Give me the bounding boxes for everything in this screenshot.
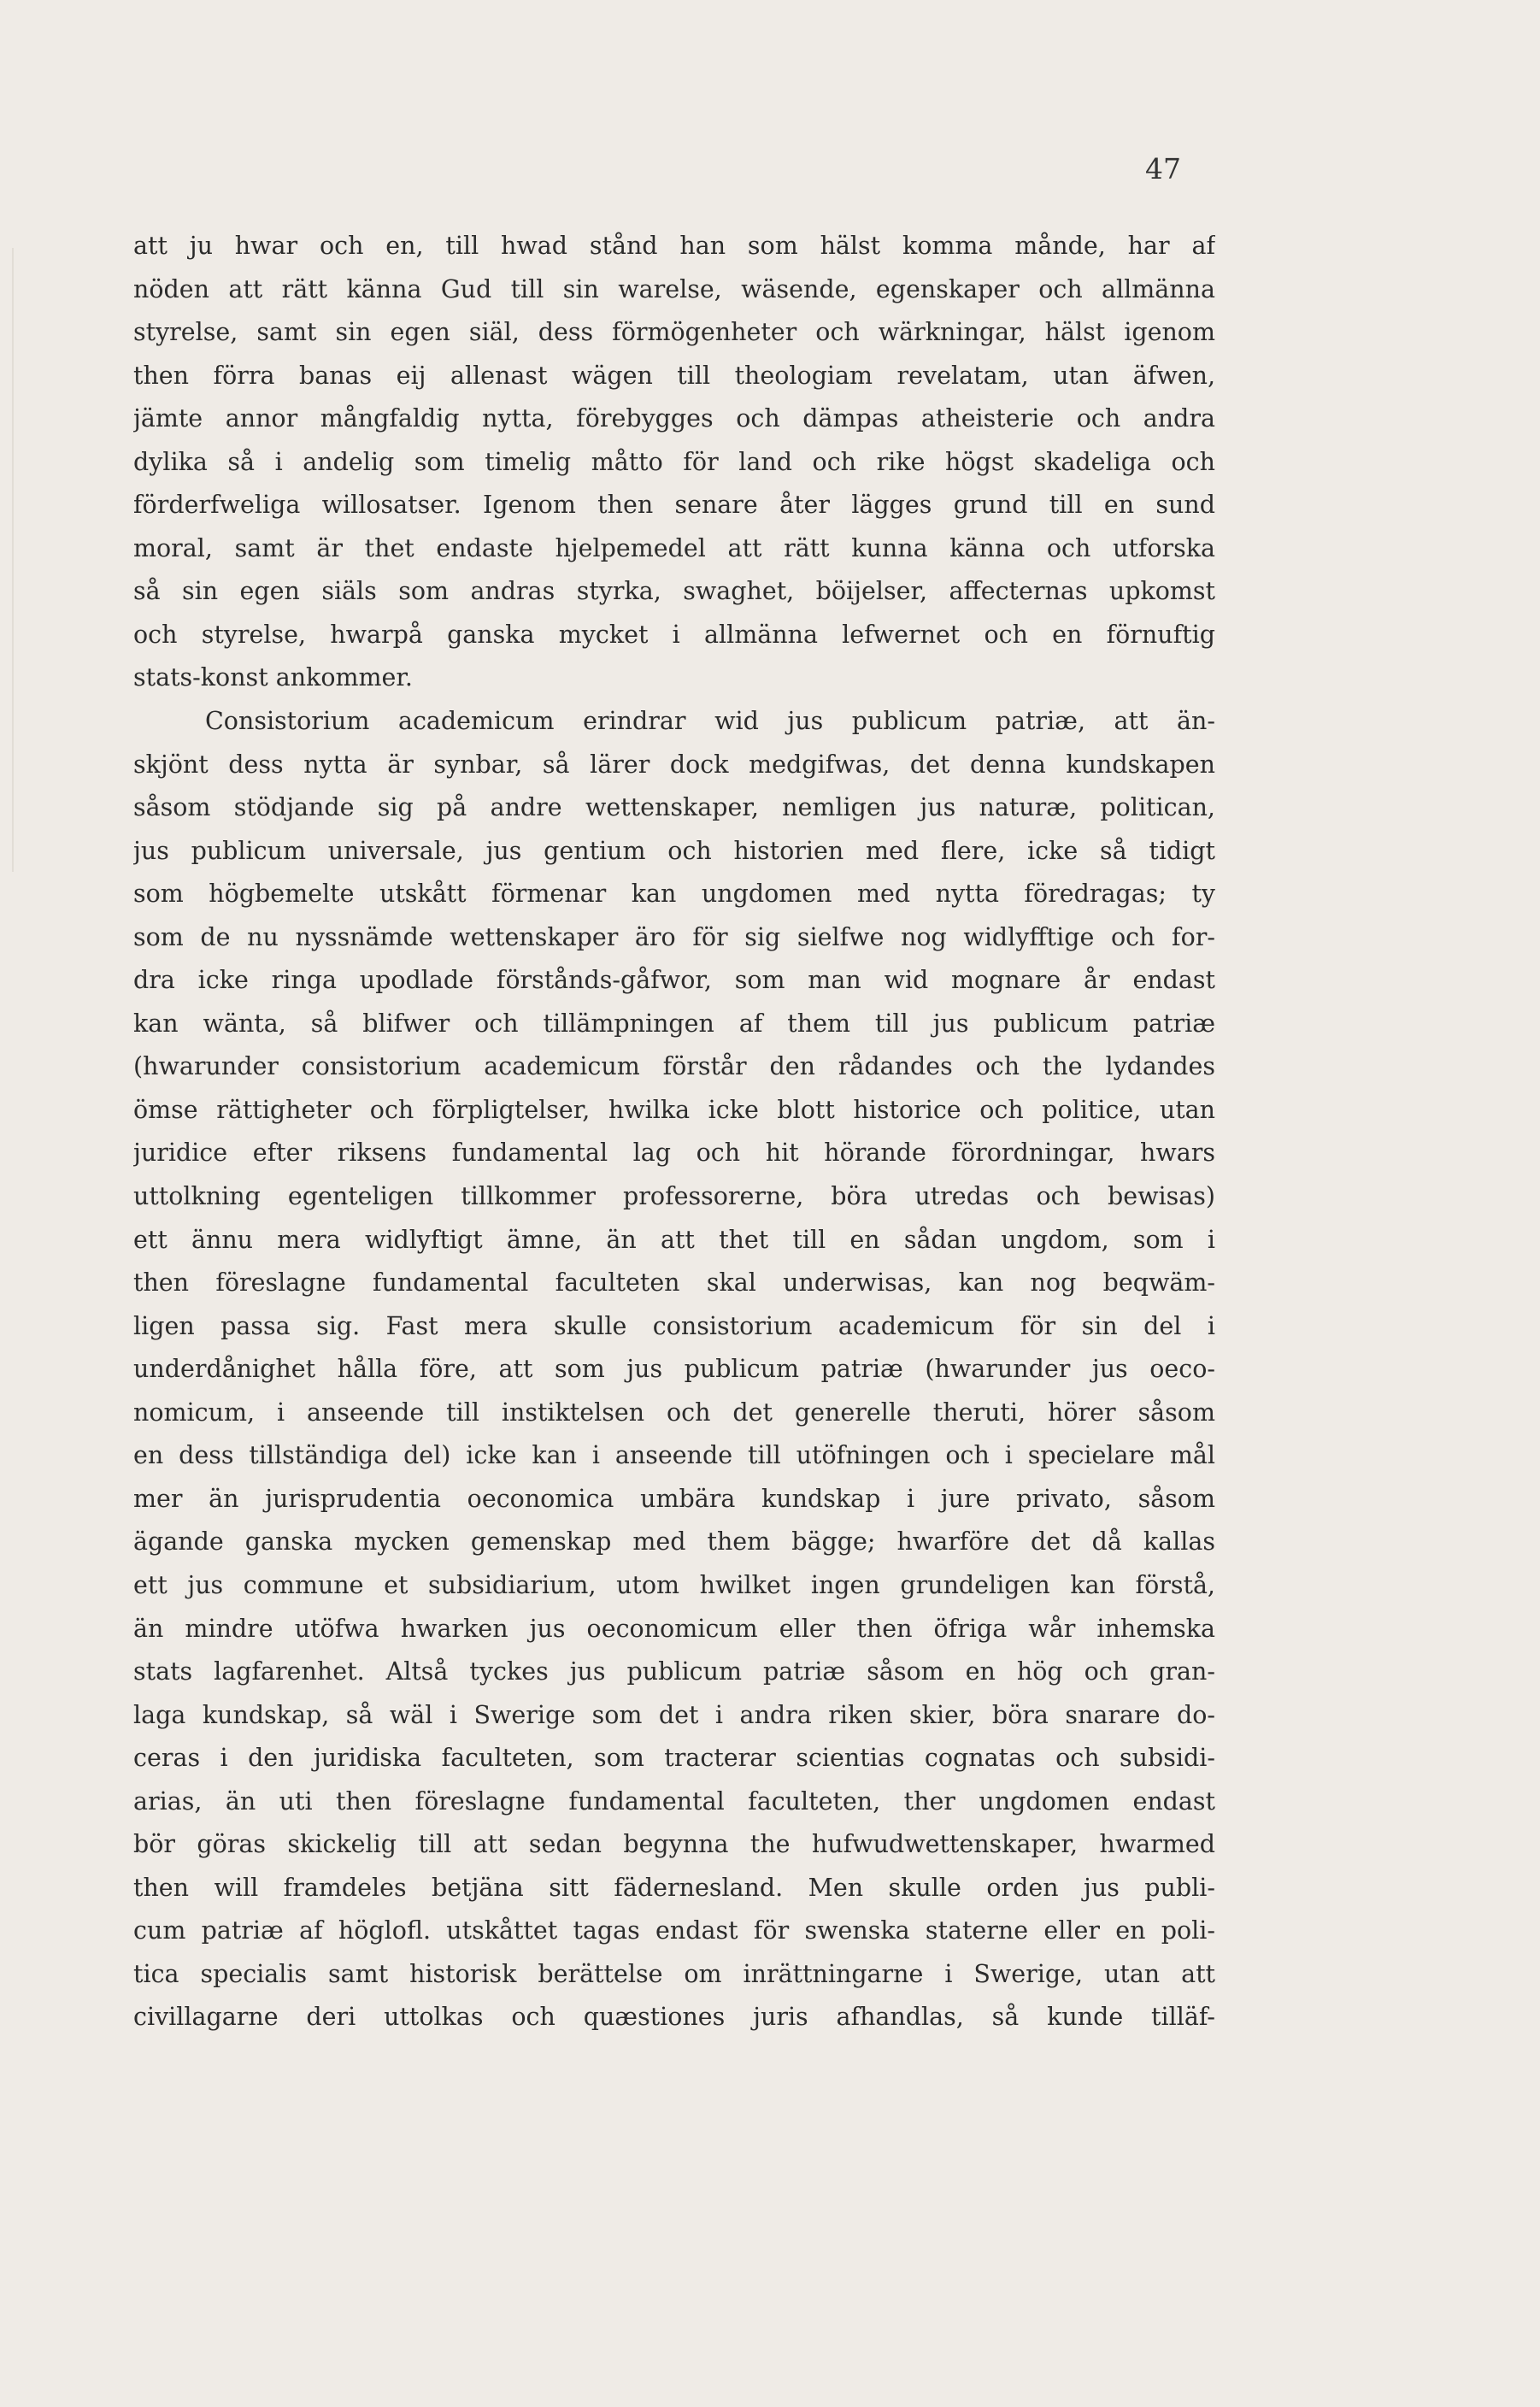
text-line: nöden att rätt känna Gud till sin warelse, wäsende, egenskaper och allmänna bbox=[133, 274, 1215, 303]
text-line: underdånighet hålla före, att som jus publicum patriæ (hwarunder jus oeco- bbox=[133, 1355, 1215, 1384]
text-line: såsom stödjande sig på andre wettenskaper, nemligen jus naturæ, politican, bbox=[133, 793, 1215, 822]
text-line: then föreslagne fundamental faculteten skal underwisas, kan nog beqwäm- bbox=[133, 1268, 1215, 1298]
text-line: så sin egen siäls som andras styrka, swaghet, böijelser, affecternas upkomst bbox=[133, 577, 1215, 606]
text-line: civillagarne deri uttolkas och quæstiones juris afhandlas, så kunde tilläf- bbox=[133, 2003, 1215, 2032]
body-text bbox=[133, 225, 1215, 2039]
text-line: nomicum, i anseende till instiktelsen och det generelle theruti, hörer såsom bbox=[133, 1398, 1215, 1427]
text-line: arias, än uti then föreslagne fundamental faculteten, ther ungdomen endast bbox=[133, 1786, 1215, 1816]
text-line: laga kundskap, så wäl i Swerige som det i andra riken skier, böra snarare do- bbox=[133, 1700, 1215, 1729]
text-line: som högbemelte utskått förmenar kan ungdomen med nytta föredragas; ty bbox=[133, 880, 1215, 909]
text-line: dra icke ringa upodlade förstånds-gåfwor, som man wid mognare år endast bbox=[133, 966, 1215, 995]
text-line: mer än jurisprudentia oeconomica umbära kundskap i jure privato, såsom bbox=[133, 1484, 1215, 1513]
page-number: 47 bbox=[1145, 152, 1181, 185]
text-line: (hwarunder consistorium academicum förstår den rådandes och the lydandes bbox=[133, 1052, 1215, 1081]
text-line: jus publicum universale, jus gentium och historien med flere, icke så tidigt bbox=[133, 836, 1215, 865]
binding-shadow bbox=[12, 248, 14, 872]
text-line: then förra banas eij allenast wägen till theologiam revelatam, utan äfwen, bbox=[133, 361, 1215, 390]
text-line: än mindre utöfwa hwarken jus oeconomicum eller then öfriga wår inhemska bbox=[133, 1614, 1215, 1643]
text-line: uttolkning egenteligen tillkommer professorerne, böra utredas och bewisas) bbox=[133, 1182, 1215, 1211]
text-line: skjönt dess nytta är synbar, så lärer dock medgifwas, det denna kundskapen bbox=[133, 750, 1215, 779]
text-line: ett ännu mera widlyftigt ämne, än att thet till en sådan ungdom, som i bbox=[133, 1225, 1215, 1254]
text-line: ömse rättigheter och förpligtelser, hwilka icke blott historice och politice, utan bbox=[133, 1095, 1215, 1124]
text-line: ett jus commune et subsidiarium, utom hwilket ingen grundeligen kan förstå, bbox=[133, 1570, 1215, 1599]
text-line: dylika så i andelig som timelig måtto för land och rike högst skadeliga och bbox=[133, 447, 1215, 476]
text-line: moral, samt är thet endaste hjelpemedel att rätt kunna känna och utforska bbox=[133, 533, 1215, 562]
text-line: förderfweliga willosatser. Igenom then senare åter lägges grund till en sund bbox=[133, 491, 1215, 520]
text-line: bör göras skickelig till att sedan begynna the hufwudwettenskaper, hwarmed bbox=[133, 1830, 1215, 1859]
text-line: jämte annor mångfaldig nytta, förebygges och dämpas atheisterie och andra bbox=[133, 404, 1215, 433]
text-line: och styrelse, hwarpå ganska mycket i allmänna lefwernet och en förnuftig bbox=[133, 620, 1215, 649]
text-line: cum patriæ af höglofl. utskåttet tagas endast för swenska staterne eller en poli- bbox=[133, 1916, 1215, 1945]
text-line: tica specialis samt historisk berättelse om inrättningarne i Swerige, utan att bbox=[133, 1959, 1215, 1988]
text-line: juridice efter riksens fundamental lag och hit hörande förordningar, hwars bbox=[133, 1139, 1215, 1168]
text-line: Consistorium academicum erindrar wid jus publicum patriæ, att än- bbox=[205, 707, 1215, 736]
text-line: att ju hwar och en, till hwad stånd han som hälst komma månde, har af bbox=[133, 232, 1215, 260]
text-line: ägande ganska mycken gemenskap med them bägge; hwarföre det då kallas bbox=[133, 1527, 1215, 1557]
text-line: then will framdeles betjäna sitt fädernesland. Men skulle orden jus publi- bbox=[133, 1873, 1215, 1902]
text-line: kan wänta, så blifwer och tillämpningen af them till jus publicum patriæ bbox=[133, 1009, 1215, 1038]
text-line: ligen passa sig. Fast mera skulle consistorium academicum för sin del i bbox=[133, 1311, 1215, 1340]
text-line: ceras i den juridiska faculteten, som tracterar scientias cognatas och subsidi- bbox=[133, 1744, 1215, 1773]
text-line: stats lagfarenhet. Altså tyckes jus publicum patriæ såsom en hög och gran- bbox=[133, 1657, 1215, 1686]
text-line: stats-konst ankommer. bbox=[133, 663, 413, 692]
text-line: som de nu nyssnämde wettenskaper äro för sig sielfwe nog widlyfftige och for- bbox=[133, 922, 1215, 951]
text-line: en dess tillständiga del) icke kan i anseende till utöfningen och i specielare mål bbox=[133, 1441, 1215, 1470]
text-line: styrelse, samt sin egen siäl, dess förmögenheter och wärkningar, hälst igenom bbox=[133, 318, 1215, 347]
